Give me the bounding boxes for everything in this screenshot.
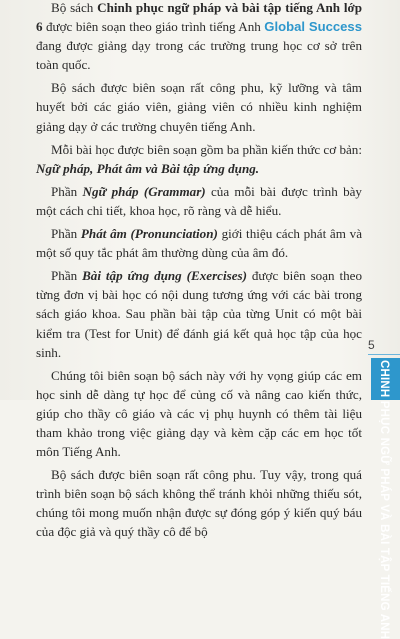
side-tab-label: CHINH PHỤC NGỮ PHÁP VÀ BÀI TẬP TIẾNG ANH — [378, 360, 390, 639]
paragraph — [36, 465, 362, 541]
emphasis-text: Phát âm (Pronunciation) — [80, 226, 218, 242]
page-number-rule — [368, 354, 400, 355]
paragraph — [36, 0, 362, 74]
paragraph — [36, 266, 362, 361]
paragraph — [36, 182, 362, 220]
text-run: của mỗi bài được trình bày một cách chi tiết, khoa học, rõ ràng và dễ hiểu. — [36, 183, 362, 218]
text-run: Phần — [51, 183, 83, 199]
emphasis-text: Bài tập ứng dụng (Exercises) — [82, 268, 247, 284]
text-run: Bộ sách được biên soạn rất công phu, kỹ lưỡng và tâm huyết bởi các giáo viên, giảng viên có nhiều kinh nghiệm giảng dạy ở các trường chuyên tiếng Anh. — [36, 80, 362, 134]
page-number: 5 — [368, 338, 375, 352]
text-run: Bộ sách — [51, 0, 98, 15]
text-run: Bộ sách được biên soạn rất công phu. Tuy vậy, trong quá trình biên soạn bộ sách không thể tránh khỏi những thiếu sót, chúng tôi mong muốn nhận được sự đóng góp ý kiến quý báu của độc giả và quý thầy cô để bộ — [36, 467, 362, 540]
text-run: được biên soạn theo từng đơn vị bài học có nội dung tương ứng với các bài trong sách giáo khoa. Sau phần bài tập của từng Unit có một bài kiểm tra (Test for Unit) để đánh giá kết quả học tập của học sinh. — [36, 268, 363, 360]
body-text — [36, 0, 362, 546]
paragraph — [36, 140, 362, 178]
paragraph — [36, 366, 362, 461]
text-run: Phần — [51, 226, 81, 242]
emphasis-text: Chinh phục ngữ pháp và bài tập tiếng Anh lớp 6 — [36, 0, 362, 35]
emphasis-text: Ngữ pháp, Phát âm và Bài tập ứng dụng. — [36, 160, 260, 176]
text-run: Chúng tôi biên soạn bộ sách này với hy vọng giúp các em học sinh dễ dàng tự học để củng cố và nâng cao kiến thức, giúp cho thầy cô giáo và các vị phụ huynh có thêm tài liệu tham khảo trong việc giảng dạy và kèm cặp các em học tốt môn Tiếng Anh. — [36, 367, 362, 460]
paragraph — [36, 78, 362, 135]
text-run: đang được giảng dạy trong các trường trung học cơ sở trên toàn quốc. — [36, 38, 362, 73]
text-run: được biên soạn theo giáo trình tiếng Anh — [42, 19, 265, 35]
text-run: Mỗi bài học được biên soạn gồm ba phần kiến thức cơ bản: — [51, 141, 362, 157]
text-run: giới thiệu cách phát âm và một số quy tắc phát âm thường dùng của âm đó. — [36, 226, 363, 261]
text-run: Phần — [51, 268, 83, 284]
paragraph — [36, 224, 362, 262]
emphasis-text: Global Success — [264, 19, 362, 35]
emphasis-text: Ngữ pháp (Grammar) — [82, 183, 206, 199]
